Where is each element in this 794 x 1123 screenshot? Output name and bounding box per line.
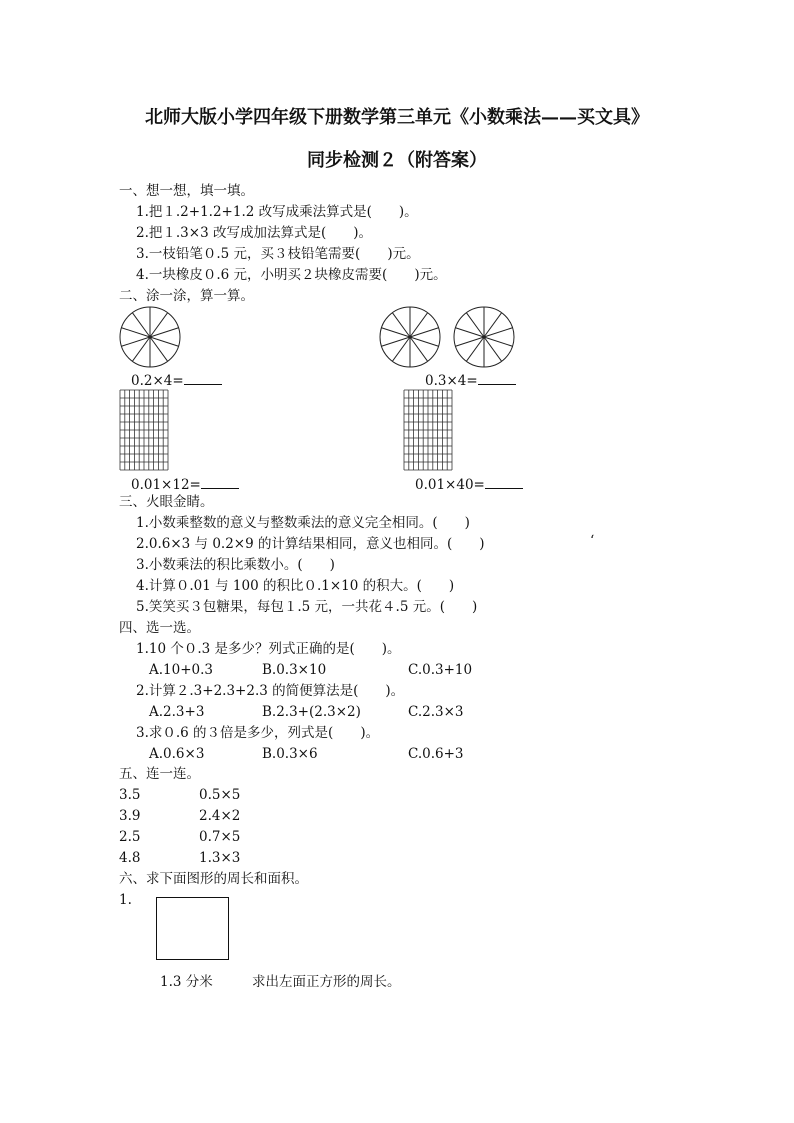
circle-divider: [150, 313, 168, 337]
s6-item-number: 1.: [119, 892, 132, 908]
match-right-4: 1.3×3: [199, 850, 241, 866]
eq-0-01x12: 0.01×12=: [131, 476, 239, 493]
stray-mark: ‘: [590, 533, 595, 549]
section2-heading: 二、涂一涂，算一算。: [119, 288, 254, 304]
s4-q2-c: C.2.3×3: [408, 704, 464, 720]
circle-10-parts-1: [118, 305, 182, 369]
square-side-label: 1.3 分米: [160, 974, 213, 990]
section4-heading: 四、选一选。: [119, 620, 200, 636]
s6-question: 求出左面正方形的周长。: [252, 974, 401, 990]
circle-10-parts-3: [452, 305, 516, 369]
hundred-grid-1: [119, 389, 169, 471]
eq-0-3x4: 0.3×4=: [425, 372, 516, 389]
match-left-3: 2.5: [119, 829, 141, 845]
circle-divider: [455, 328, 484, 337]
s4-q1-b: B.0.3×10: [262, 662, 327, 678]
hundred-grid-2: [403, 389, 453, 471]
eq-0-2x4: 0.2×4=: [131, 372, 222, 389]
match-right-2: 2.4×2: [199, 808, 241, 824]
circle-divider: [150, 328, 179, 337]
s3-item-5: 5.笑笑买３包糖果，每包１.5 元，一共花４.5 元。( ): [136, 599, 478, 615]
square-figure: [156, 897, 229, 960]
circle-divider: [121, 328, 150, 337]
circle-divider: [150, 337, 179, 346]
section1-heading: 一、想一想，填一填。: [119, 183, 254, 199]
circle-divider: [484, 328, 513, 337]
section3-heading: 三、火眼金睛。: [119, 494, 214, 510]
s4-q1-a: A.10+0.3: [149, 662, 213, 678]
circle-divider: [466, 313, 484, 337]
s1-item-4: 4.一块橡皮０.6 元，小明买２块橡皮需要( )元。: [136, 267, 447, 283]
match-left-4: 4.8: [119, 850, 141, 866]
circle-divider: [484, 337, 502, 361]
s4-q3-b: B.0.3×6: [262, 746, 318, 762]
s3-item-3: 3.小数乘法的积比乘数小。( ): [136, 557, 335, 573]
match-right-3: 0.7×5: [199, 829, 241, 845]
s3-item-1: 1.小数乘整数的意义与整数乘法的意义完全相同。( ): [136, 515, 470, 531]
circle-divider: [410, 313, 428, 337]
circle-divider: [392, 337, 410, 361]
circle-divider: [410, 337, 439, 346]
s4-q2: 2.计算２.3+2.3+2.3 的简便算法是( )。: [136, 683, 405, 699]
match-left-2: 3.9: [119, 808, 141, 824]
s4-q1: 1.10 个０.3 是多少？列式正确的是( )。: [136, 641, 401, 657]
circle-divider: [410, 337, 428, 361]
s3-item-2: 2.0.6×3 与 0.2×9 的计算结果相同，意义也相同。( ): [136, 536, 485, 552]
s4-q3-c: C.0.6+3: [408, 746, 464, 762]
s4-q3-a: A.0.6×3: [149, 746, 205, 762]
circle-divider: [132, 313, 150, 337]
section6-heading: 六、求下面图形的周长和面积。: [119, 871, 308, 887]
match-right-1: 0.5×5: [199, 787, 241, 803]
eq-0-01x40: 0.01×40=: [415, 476, 523, 493]
circle-10-parts-2: [378, 305, 442, 369]
s4-q2-b: B.2.3+(2.3×2): [262, 704, 361, 720]
circle-divider: [381, 328, 410, 337]
circle-divider: [121, 337, 150, 346]
page-subtitle: 同步检测２（附答案）: [307, 150, 487, 171]
circle-divider: [466, 337, 484, 361]
circle-divider: [484, 313, 502, 337]
circle-divider: [132, 337, 150, 361]
page-title: 北师大版小学四年级下册数学第三单元《小数乘法——买文具》: [145, 107, 649, 128]
s4-q1-c: C.0.3+10: [408, 662, 473, 678]
s3-item-4: 4.计算０.01 与 100 的积比０.1×10 的积大。( ): [136, 578, 455, 594]
circle-divider: [381, 337, 410, 346]
match-left-1: 3.5: [119, 787, 141, 803]
s1-item-1: 1.把１.2+1.2+1.2 改写成乘法算式是( )。: [136, 204, 418, 220]
circle-divider: [150, 337, 168, 361]
section5-heading: 五、连一连。: [119, 766, 200, 782]
s1-item-3: 3.一枝铅笔０.5 元，买３枝铅笔需要( )元。: [136, 246, 420, 262]
circle-divider: [410, 328, 439, 337]
circle-divider: [484, 337, 513, 346]
s4-q2-a: A.2.3+3: [149, 704, 205, 720]
s4-q3: 3.求０.6 的３倍是多少，列式是( )。: [136, 725, 380, 741]
s1-item-2: 2.把１.3×3 改写成加法算式是( )。: [136, 225, 372, 241]
circle-divider: [392, 313, 410, 337]
circle-divider: [455, 337, 484, 346]
